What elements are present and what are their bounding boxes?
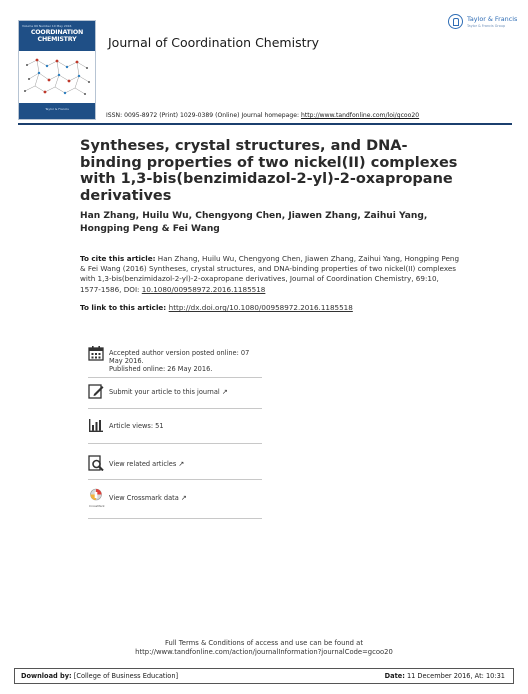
cite-text: Han Zhang, Huilu Wu, Chengyong Chen, Jiawen Zhang, Zaihui Yang, Hongping Peng & Fei Wang (2016) Syntheses, crystal structures, and DNA-binding properties of two nickel(II) complexes with 1,3-bis(benzimidazol-2-yl)-2-oxapropane derivatives, Journal of Coordination Chemistry, 69:10, 1577-1586, DOI: (80, 254, 460, 294)
info-divider (88, 518, 262, 519)
doi-link[interactable]: 10.1080/00958972.2016.1185518 (141, 284, 266, 294)
download-date (385, 669, 505, 683)
publication-dates (88, 345, 262, 375)
issn-text: ISSN: 0095-8972 (Print) 1029-0389 (Online) Journal homepage: (106, 112, 301, 119)
download-date-value: 11 December 2016, At: 10:31 (404, 672, 505, 680)
crossmark-row[interactable] (88, 488, 262, 510)
submit-article-link[interactable]: Submit your article to this journal (109, 388, 220, 396)
taylor-francis-logo-icon (448, 14, 463, 29)
info-divider (88, 377, 262, 378)
calendar-icon (88, 345, 104, 361)
bar-chart-icon (88, 417, 104, 433)
link-block (80, 303, 460, 313)
info-divider (88, 443, 262, 444)
view-related-link[interactable]: View related articles (109, 460, 177, 468)
downloaded-by (21, 669, 178, 683)
related-articles-row[interactable] (88, 455, 262, 475)
accepted-date: Accepted author version posted online: 07 May 2016. (109, 349, 250, 365)
external-link-icon: ↗ (180, 494, 187, 502)
external-link-icon: ↗ (178, 460, 185, 468)
article-url-link[interactable]: http://dx.doi.org/10.1080/00958972.2016.1185518 (168, 303, 353, 312)
crossmark-caption: CrossMark (89, 504, 105, 508)
issn-line (106, 112, 419, 119)
cover-title: COORDINATION CHEMISTRY (30, 29, 84, 43)
publisher-tagline: Taylor & Francis Group (467, 24, 506, 28)
cover-volume-line: Volume 69 Number 10 May 2016 (22, 24, 72, 28)
article-views-row (88, 417, 262, 437)
terms-notice (0, 639, 528, 657)
submit-article-row[interactable] (88, 383, 262, 403)
cover-publisher-band: Taylor & Francis (19, 103, 95, 119)
external-link-icon: ↗ (221, 388, 228, 396)
journal-title[interactable]: Journal of Coordination Chemistry (108, 35, 320, 50)
journal-homepage-link[interactable]: http://www.tandfonline.com/loi/gcoo20 (300, 112, 420, 119)
cite-label: To cite this article: (80, 254, 156, 263)
publisher-name: Taylor & Francis (467, 15, 518, 23)
crossmark-icon (88, 488, 104, 504)
info-divider (88, 479, 262, 480)
download-date-label: Date: (384, 672, 405, 680)
submit-article-icon (88, 383, 104, 399)
article-authors: Han Zhang, Huilu Wu, Chengyong Chen, Jiawen Zhang, Zaihui Yang, Hongping Peng & Fei Wang (80, 211, 428, 234)
header-divider (18, 123, 512, 125)
citation-block (80, 254, 460, 295)
article-title: Syntheses, crystal structures, and DNA-binding properties of two nickel(II) complexes with 1,3-bis(benzimidazol-2-yl)-2-oxapropane derivatives (80, 138, 458, 204)
terms-line: Full Terms & Conditions of access and use can be found at (165, 639, 363, 647)
terms-url-link[interactable]: http://www.tandfonline.com/action/journalInformation?journalCode=gcoo20 (135, 648, 393, 656)
info-divider (88, 408, 262, 409)
downloaded-by-value: [College of Business Education] (71, 672, 179, 680)
downloaded-by-label: Download by: (21, 672, 72, 680)
view-related-icon (88, 455, 104, 471)
article-views: Article views: 51 (109, 422, 164, 430)
cover-molecule-art (19, 51, 95, 103)
publisher-logo[interactable] (448, 13, 518, 35)
journal-cover-image (18, 20, 96, 120)
published-date: Published online: 26 May 2016. (109, 365, 213, 373)
cover-title-band (19, 21, 95, 51)
view-crossmark-link[interactable]: View Crossmark data (109, 494, 179, 502)
link-label: To link to this article: (80, 303, 169, 312)
download-info-bar (14, 668, 514, 684)
